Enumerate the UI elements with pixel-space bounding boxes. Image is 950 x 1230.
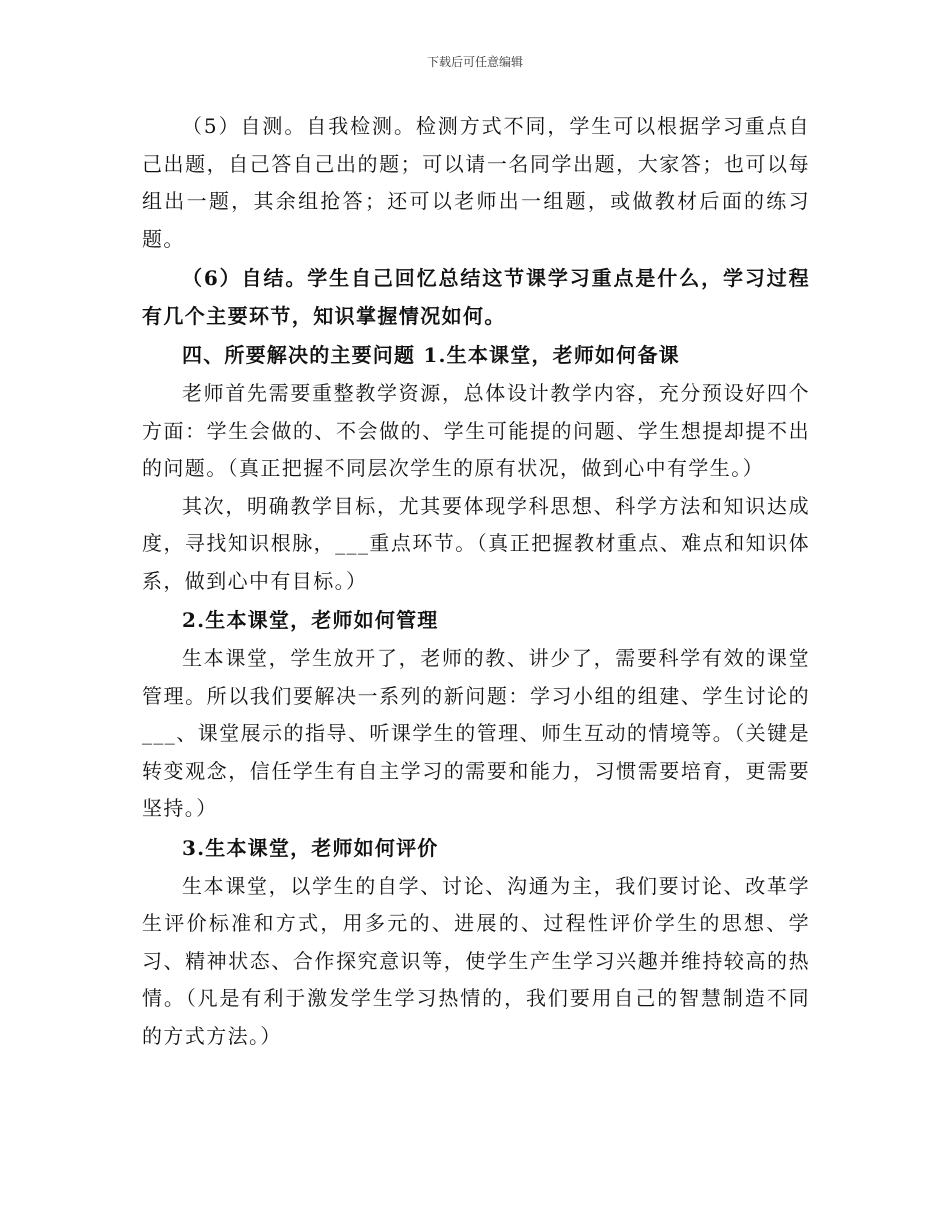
- subheading-evaluation: 3.生本课堂，老师如何评价: [182, 835, 439, 860]
- document-body: [142, 108, 810, 1055]
- header-note: 下载后可任意编辑: [426, 55, 523, 69]
- paragraph-self-test: （5）自测。自我检测。检测方式不同，学生可以根据学习重点自己出题，自己答自己出的题；可以请一名同学出题，大家答；也可以每组出一题，其余组抢答；还可以老师出一组题，或做教材后面的练习题。: [142, 114, 810, 251]
- subheading-management: 2.生本课堂，老师如何管理: [182, 608, 439, 632]
- paragraph-evaluation: 生本课堂，以学生的自学、讨论、沟通为主，我们要讨论、改革学生评价标准和方式，用多元的、进展的、过程性评价学生的思想、学习、精神状态、合作探究意识等，使学生产生学习兴趣并维持较高的热情。（凡是有利于激发学生学习热情的，我们要用自己的智慧制造不同的方式方法。）: [142, 873, 810, 1048]
- paragraph-lesson-prep-1: 老师首先需要重整教学资源，总体设计教学内容，充分预设好四个方面：学生会做的、不会做的、学生可能提的问题、学生想提却提不出的问题。（真正把握不同层次学生的原有状况，做到心中有学生。）: [142, 381, 810, 480]
- paragraph-self-summary: （6）自结。学生自己回忆总结这节课学习重点是什么，学习过程有几个主要环节，知识掌握情况如何。: [142, 266, 810, 328]
- paragraph-management: 生本课堂，学生放开了，老师的教、讲少了，需要科学有效的课堂管理。所以我们要解决一系列的新问题：学习小组的组建、学生讨论的___、课堂展示的指导、听课学生的管理、师生互动的情境等。（关键是转变观念，信任学生有自主学习的需要和能力，习惯需要培育，更需要坚持。）: [142, 646, 810, 820]
- section-heading-main-problems: 四、所要解决的主要问题 1.生本课堂，老师如何备课: [182, 343, 680, 367]
- paragraph-lesson-prep-2: 其次，明确教学目标，尤其要体现学科思想、科学方法和知识达成度，寻找知识根脉，___重点环节。（真正把握教材重点、难点和知识体系，做到心中有目标。）: [142, 493, 810, 593]
